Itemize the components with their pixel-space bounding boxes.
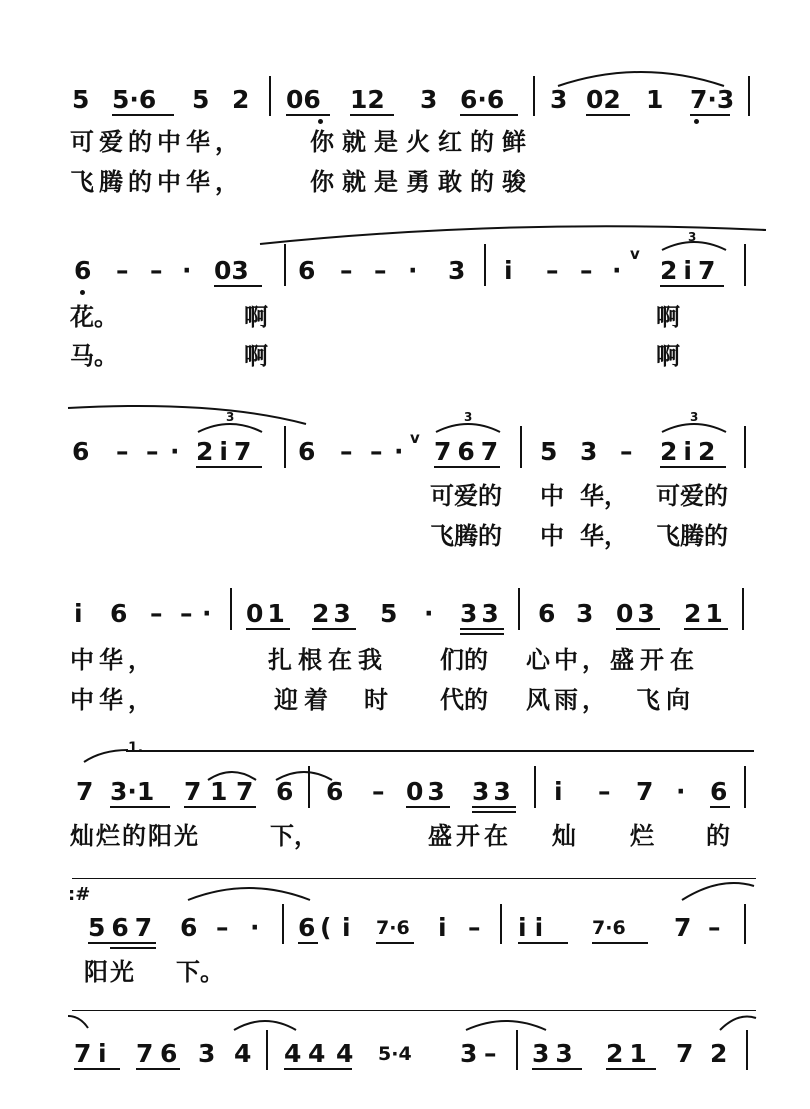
note: 6 [74,256,92,285]
volta-line [126,750,754,752]
beam-underline [312,628,356,630]
beam-underline [284,1068,352,1070]
lyric-word: 的 [706,822,730,850]
note: i [438,913,447,942]
beam-underline [214,285,262,287]
lyric-line: 可爱的中华， [70,128,244,156]
beam-underline [406,806,450,808]
slur [186,880,312,902]
low-octave-dot [80,290,85,295]
lyric-word: 时 [364,686,388,714]
note: 4 [284,1039,302,1068]
lyric-word: 啊 [244,342,268,370]
beam-underline [350,114,394,116]
note: 2i7 [660,256,722,285]
note: i [554,777,563,806]
note: 03 [406,777,449,806]
beam-underline [184,806,256,808]
barline [284,426,286,468]
note: – [116,437,129,466]
beam-underline [616,628,660,630]
note: 5·4 [378,1043,412,1065]
barline [746,1030,748,1070]
lyric-word: 迎着 [274,686,334,714]
lyric-word: 们的 [440,646,488,674]
note: · [612,256,622,285]
note: 2 [710,1039,728,1068]
note: 4 [234,1039,252,1068]
note: – [598,777,611,806]
beam-underline [592,942,648,944]
lyric-word: 盛开在 [428,822,512,850]
note: 5·6 [112,85,157,114]
lyric-word: 啊 [656,303,680,331]
lyric-word: 灿 [552,822,576,850]
note: 7 [184,777,202,806]
note: 23 [312,599,355,628]
note: – [150,256,163,285]
lyric-word: 中 [540,522,564,550]
note: 5 [380,599,398,628]
note: 33 [532,1039,579,1068]
note: 03 [214,256,249,285]
breath-mark: v [630,245,640,263]
note: 7 [636,777,654,806]
note: · [424,599,434,628]
lyric-word: 中华， [70,686,157,714]
beam-underline [684,628,728,630]
note: 6 [298,437,316,466]
note: 3 [550,85,568,114]
beam-underline [88,942,156,944]
barline [744,766,746,808]
note: · [182,256,192,285]
barline [744,244,746,286]
beam-underline [710,806,730,808]
note: · [676,777,686,806]
note: 2 [232,85,250,114]
beam-underline [660,466,726,468]
note: 7 [676,1039,694,1068]
barline [744,904,746,944]
lyric-word: 可爱的 [656,482,728,510]
lyric-word: 华， [580,482,628,510]
note: 7·6 [592,917,626,939]
lyric-line: 飞腾的中华， [70,168,244,196]
lyric-word: 可爱的 [430,482,502,510]
note: – [468,913,481,942]
slur [232,1014,298,1032]
lyric-word: 飞腾的 [656,522,728,550]
beam-underline [660,285,724,287]
lyric-word: 下。 [176,958,224,986]
lyric-word: 啊 [244,303,268,331]
barline [266,1030,268,1070]
note: 567 [88,913,159,942]
barline [284,244,286,286]
lyric-line: 你就是勇敢的骏 [310,168,534,196]
barline [518,588,520,630]
beam-underline [532,1068,582,1070]
note: · [202,599,212,628]
note: 7·3 [690,85,735,114]
slur [556,64,726,88]
barline [742,588,744,630]
barline [744,426,746,468]
note: 02 [586,85,621,114]
beam-underline [586,114,630,116]
note: 21 [684,599,727,628]
tuplet-number: 3 [226,410,235,424]
beam-underline [460,633,504,635]
lyric-word: 下， [270,822,318,850]
lyric-word: 扎根在我 [268,646,388,674]
barline [282,904,284,944]
note: · [394,437,404,466]
lyric-word: 飞向 [636,686,696,714]
note: 6·6 [460,85,505,114]
note: i [504,256,513,285]
note: 5 [72,85,90,114]
beam-underline [376,942,414,944]
low-octave-dot [318,119,323,124]
volta-label: 1. [128,740,144,756]
lyric-word: 代的 [440,686,488,714]
slur [66,1014,90,1030]
note: 6 [326,777,344,806]
slur [718,1014,758,1032]
slur [464,1014,548,1032]
beam-underline [518,942,568,944]
beam-underline [286,114,330,116]
staff-rule [72,1010,756,1011]
tuplet-number: 3 [688,230,697,244]
note: ii [518,913,552,942]
note: – [150,599,163,628]
beam-underline [196,466,262,468]
beam-underline [460,114,518,116]
beam-underline [690,114,730,116]
note: – [620,437,633,466]
note: 767 [434,437,505,466]
beam-underline [434,466,500,468]
note: – [546,256,559,285]
note: i [98,1039,107,1068]
barline [269,76,271,116]
note: – [340,256,353,285]
note: – [580,256,593,285]
tuplet-number: 3 [690,410,699,424]
note: – [370,437,383,466]
note: i [342,913,351,942]
note: ( [320,913,332,942]
note: 6 [276,777,294,806]
low-octave-dot [694,119,699,124]
note: 6 [298,913,316,942]
lyric-word: 啊 [656,342,680,370]
note: 6 [180,913,198,942]
slur [206,766,258,782]
staff-rule [72,878,756,879]
lyric-word: 飞腾的 [430,522,502,550]
note: 5 [540,437,558,466]
barline [533,76,535,116]
beam-underline [112,114,174,116]
beam-underline [298,942,318,944]
lyric-word: 马。 [70,342,118,370]
note: 01 [246,599,289,628]
beam-underline [110,947,156,949]
note: 1 [646,85,664,114]
note: 3·1 [110,777,155,806]
note: 6 [538,599,556,628]
note: – [708,913,721,942]
note: 33 [472,777,515,806]
note: 7 [74,1039,92,1068]
note: 3 [580,437,598,466]
beam-underline [110,806,170,808]
note: 3 [576,599,594,628]
note: – [216,913,229,942]
note: – [374,256,387,285]
lyric-word: 中华， [70,646,157,674]
note: 7·6 [376,917,410,939]
lyric-word: 心中， [526,646,610,674]
note: – [146,437,159,466]
lyric-word: 花。 [70,303,118,331]
note: – [116,256,129,285]
note: 6 [110,599,128,628]
lyric-word: 华， [580,522,628,550]
note: 06 [286,85,321,114]
beam-underline [460,628,504,630]
note: – [180,599,193,628]
lyric-word: 烂 [630,822,654,850]
note: 7 [236,777,254,806]
lyric-word: 风雨， [526,686,610,714]
note: 6 [160,1039,178,1068]
barline [484,244,486,286]
note: 2i7 [196,437,258,466]
note: 3 [448,256,466,285]
note: · [170,437,180,466]
note: 03 [616,599,659,628]
barline [516,1030,518,1070]
note: 6 [298,256,316,285]
note: 6 [72,437,90,466]
note: 12 [350,85,385,114]
beam-underline [606,1068,656,1070]
slur [66,402,310,426]
note: 21 [606,1039,653,1068]
barline [748,76,750,116]
note: 1 [210,777,228,806]
barline [500,904,502,944]
note: · [408,256,418,285]
lyric-line: 你就是火红的鲜 [310,128,534,156]
note: – [372,777,385,806]
note: 4 [336,1039,354,1068]
note: 3 [460,1039,478,1068]
tie [274,766,334,782]
note: 3 [420,85,438,114]
note: 6 [710,777,728,806]
note: – [484,1039,497,1068]
note: 7 [76,777,94,806]
note: 4 [308,1039,326,1068]
slur [82,748,130,764]
note: 3 [198,1039,216,1068]
beam-underline [136,1068,180,1070]
note: 33 [460,599,503,628]
slur [680,880,756,902]
beam-underline [246,628,290,630]
lyric-word: 中 [540,482,564,510]
note: 5 [192,85,210,114]
tuplet-number: 3 [464,410,473,424]
note: 7 [674,913,692,942]
beam-underline [472,806,516,808]
beam-underline [472,811,516,813]
note: 2i2 [660,437,722,466]
lyric-word: 灿烂的阳光 [70,822,200,850]
lyric-word: 盛开在 [610,646,700,674]
repeat-sharp-sign: :# [68,884,91,905]
note: 7 [136,1039,154,1068]
barline [534,766,536,808]
note: · [250,913,260,942]
lyric-word: 阳光 [84,958,136,986]
note: i [74,599,83,628]
beam-underline [74,1068,120,1070]
note: – [340,437,353,466]
breath-mark: v [410,429,420,447]
barline [520,426,522,468]
barline [230,588,232,630]
